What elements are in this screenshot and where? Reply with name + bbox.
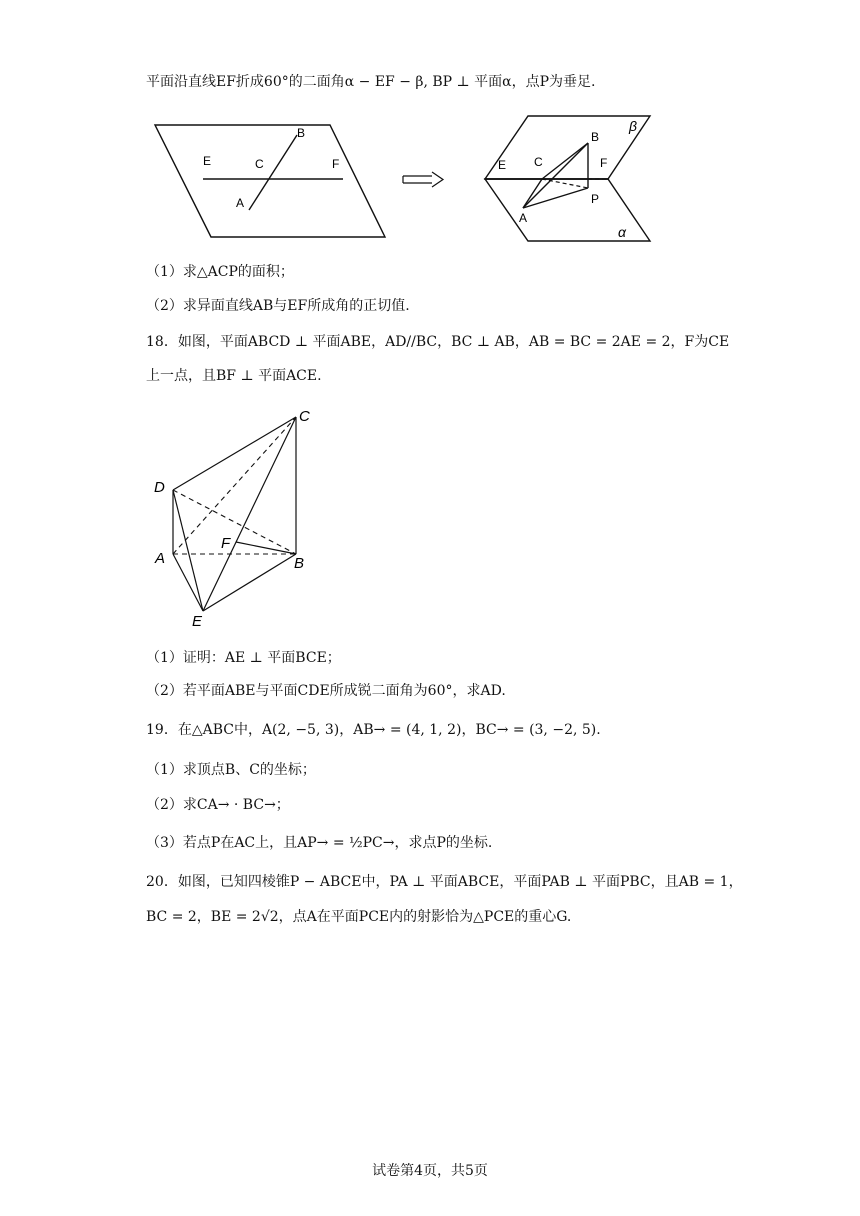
fold-diagram (145, 110, 705, 250)
text-line-8: （1）求顶点B、C的坐标； (146, 762, 316, 778)
label-b-left: B (297, 126, 306, 140)
label-e-left: E (203, 154, 212, 168)
label-a: A (155, 550, 166, 567)
label-f-left: F (332, 157, 340, 171)
text-line-10: （3）若点P在AC上，且AP→ = ½PC→，求点P的坐标. (146, 835, 493, 851)
text-line-11: 20．如图，已知四棱锥P − ABCE中，PA ⊥ 平面ABCE，平面PAB ⊥ 平面PBC，且AB = 1， (146, 874, 743, 890)
label-f: F (221, 535, 231, 552)
text-line-6: （2）若平面ABE与平面CDE所成锐二面角为60°，求AD. (146, 683, 506, 699)
text-line-1: （1）求△ACP的面积； (146, 264, 294, 280)
edge-dc (173, 417, 296, 490)
label-alpha: α (618, 224, 626, 240)
label-d: D (154, 479, 165, 496)
label-p-right: P (591, 192, 600, 206)
line-ab-left (249, 135, 297, 210)
edge-cb-right (542, 143, 588, 179)
edge-ac-dashed (173, 417, 296, 554)
label-beta: β (629, 118, 637, 134)
edge-fb (236, 542, 296, 554)
text-line-12: BC = 2，BE = 2√2，点A在平面PCE内的射影恰为△PCE的重心G. (146, 909, 572, 925)
label-c: C (299, 408, 310, 425)
label-f-right: F (600, 156, 608, 170)
label-a-right: A (519, 211, 528, 225)
text-line-2: （2）求异面直线AB与EF所成角的正切值. (146, 298, 410, 314)
text-line-9: （2）求CA→ · BC→； (146, 797, 290, 813)
solid-figure-18 (148, 404, 328, 634)
text-line-5: （1）证明：AE ⊥ 平面BCE； (146, 650, 341, 666)
label-e: E (192, 613, 203, 630)
label-b-right: B (591, 130, 600, 144)
text-line-3: 18．如图，平面ABCD ⊥ 平面ABE，AD//BC，BC ⊥ AB，AB = BC = 2AE = 2，F为CE (146, 334, 730, 350)
text-line-4: 上一点，且BF ⊥ 平面ACE. (146, 368, 322, 384)
edge-cp-right (542, 179, 588, 188)
edge-de (173, 490, 203, 611)
edge-ae (173, 554, 203, 611)
plane-beta (485, 116, 650, 179)
text-line-0: 平面沿直线EF折成60°的二面角α − EF − β, BP ⊥ 平面α，点P为垂足. (146, 74, 596, 90)
label-b: B (294, 555, 305, 572)
label-c-right: C (534, 155, 543, 169)
text-line-7: 19．在△ABC中，A(2, −5, 3)，AB→ = (4, 1, 2)，BC→ = (3, −2, 5). (146, 722, 601, 738)
label-a-left: A (236, 196, 245, 210)
left-plane (155, 125, 385, 237)
fold-arrow-icon (403, 172, 443, 187)
label-e-right: E (498, 158, 507, 172)
label-c-left: C (255, 157, 264, 171)
page-footer: 试卷第4页，共5页 (372, 1163, 488, 1179)
